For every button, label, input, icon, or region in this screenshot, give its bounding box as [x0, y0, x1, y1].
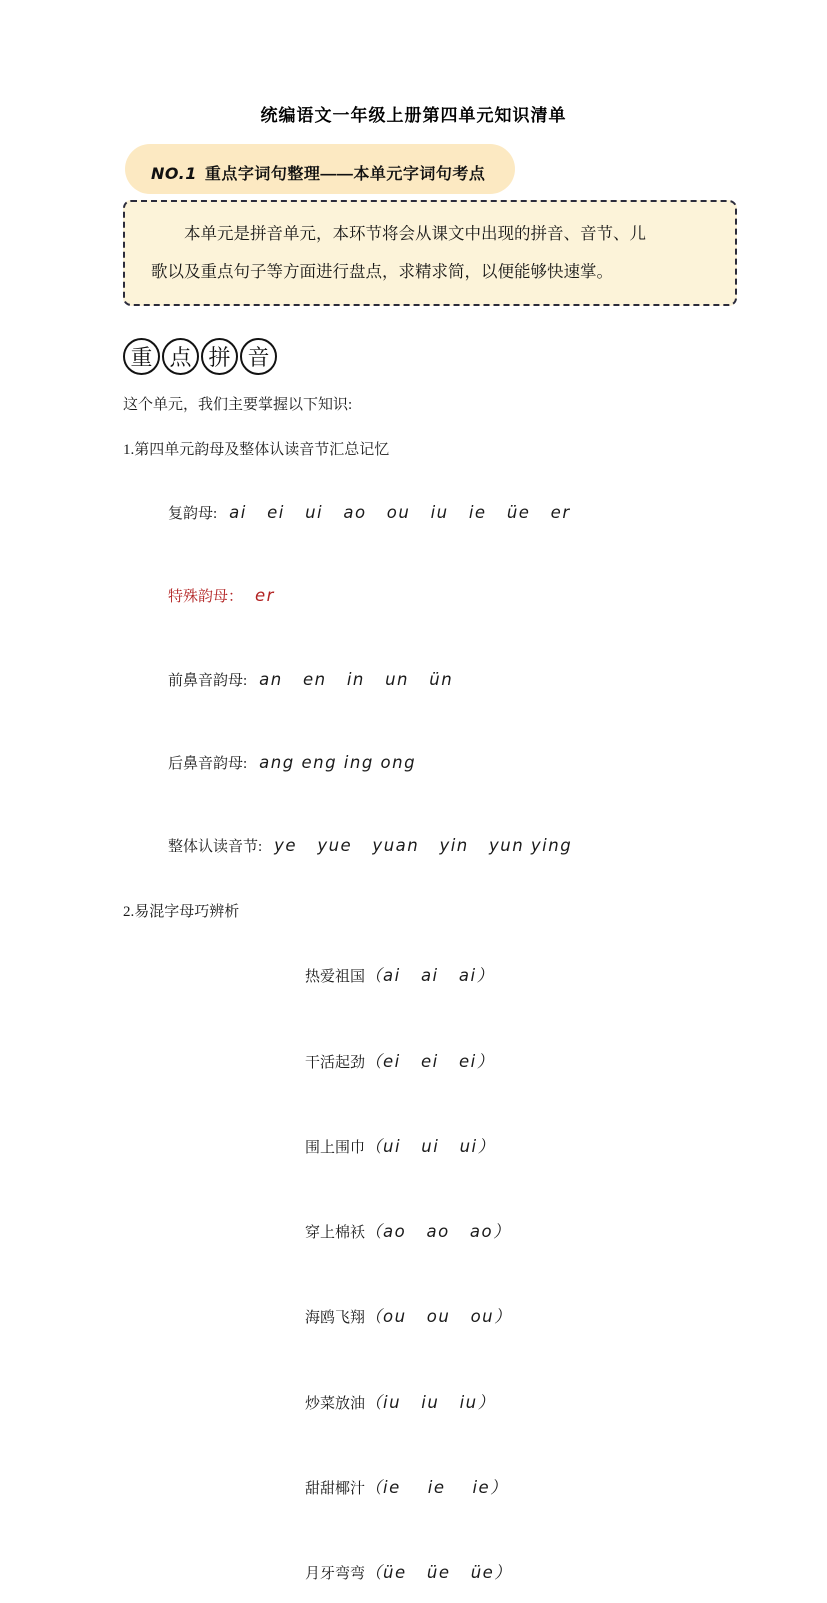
stamp-badges — [123, 338, 827, 375]
drill-options: （ao ao ao） — [365, 1222, 512, 1242]
intro-line-2: 歌以及重点句子等方面进行盘点，求精求简，以便能够快速掌。 — [151, 262, 613, 282]
drill-item — [290, 1374, 827, 1432]
vowel-row-zhengtirendu — [153, 817, 827, 875]
drill-hanzi: 围上围巾 — [305, 1139, 366, 1156]
row-pinyin: ai ei ui ao ou iu ie üe er — [229, 503, 571, 523]
drill-item — [290, 1459, 827, 1517]
drill-item — [290, 1289, 827, 1347]
row-pinyin: er — [255, 586, 275, 606]
drill-options: （ei ei ei） — [365, 1051, 495, 1071]
drill-item — [290, 1544, 827, 1602]
lead-text: 这个单元，我们主要掌握以下知识: — [123, 397, 353, 414]
row-label: 后鼻音韵母: — [168, 755, 248, 772]
drill-hanzi: 穿上棉袄 — [305, 1225, 366, 1242]
row-pinyin: ye yue yuan yin yun ying — [274, 836, 573, 856]
stamp-char-dian: 点 — [162, 338, 199, 375]
section2-heading: 2.易混字母巧辨析 — [123, 903, 240, 920]
row-pinyin: an en in un ün — [259, 669, 454, 689]
row-label: 前鼻音韵母: — [168, 672, 248, 689]
intro-line-1: 本单元是拼音单元，本环节将会从课文中出现的拼音、音节、儿 — [184, 224, 646, 244]
row-label: 特殊韵母： — [168, 589, 244, 606]
row-label: 复韵母: — [168, 506, 218, 523]
vowel-row-fuyunmu — [153, 484, 827, 542]
stamp-char-yin: 音 — [240, 338, 277, 375]
stamp-char-pin: 拼 — [201, 338, 238, 375]
drill-options: （ui ui ui） — [365, 1136, 496, 1156]
drill-options: （ie ie ie） — [365, 1477, 509, 1497]
badge-label: 重点字词句整理——本单元字词句考点 — [204, 166, 486, 184]
badge-number: NO.1 — [151, 164, 197, 184]
drill-item — [290, 948, 827, 1006]
intro-box — [123, 200, 737, 306]
drill-hanzi: 海鸥飞翔 — [305, 1310, 366, 1327]
vowel-row-houbiyin — [153, 734, 827, 792]
drill-hanzi: 炒菜放油 — [305, 1395, 366, 1412]
drill-item — [290, 1033, 827, 1091]
section-badge — [125, 144, 515, 194]
row-pinyin: ang eng ing ong — [259, 752, 417, 772]
stamp-char-zhong: 重 — [123, 338, 160, 375]
drill-item — [290, 1118, 827, 1176]
drill-hanzi: 月牙弯弯 — [305, 1566, 366, 1583]
section1-heading: 1.第四单元韵母及整体认读音节汇总记忆 — [123, 442, 390, 459]
page-title: 统编语文一年级上册第四单元知识清单 — [260, 106, 567, 125]
drill-options: （ou ou ou） — [365, 1307, 513, 1327]
drill-hanzi: 干活起劲 — [305, 1054, 366, 1071]
vowel-row-qianbiyin — [153, 651, 827, 709]
drill-item — [290, 1203, 827, 1261]
drill-options: （üe üe üe） — [365, 1563, 513, 1583]
drill-options: （ai ai ai） — [365, 966, 495, 986]
vowel-row-teshuyunmu — [153, 568, 827, 626]
drill-options: （iu iu iu） — [365, 1392, 496, 1412]
row-label: 整体认读音节: — [168, 839, 263, 856]
drill-hanzi: 热爱祖国 — [305, 969, 366, 986]
drill-hanzi: 甜甜椰汁 — [305, 1480, 366, 1497]
